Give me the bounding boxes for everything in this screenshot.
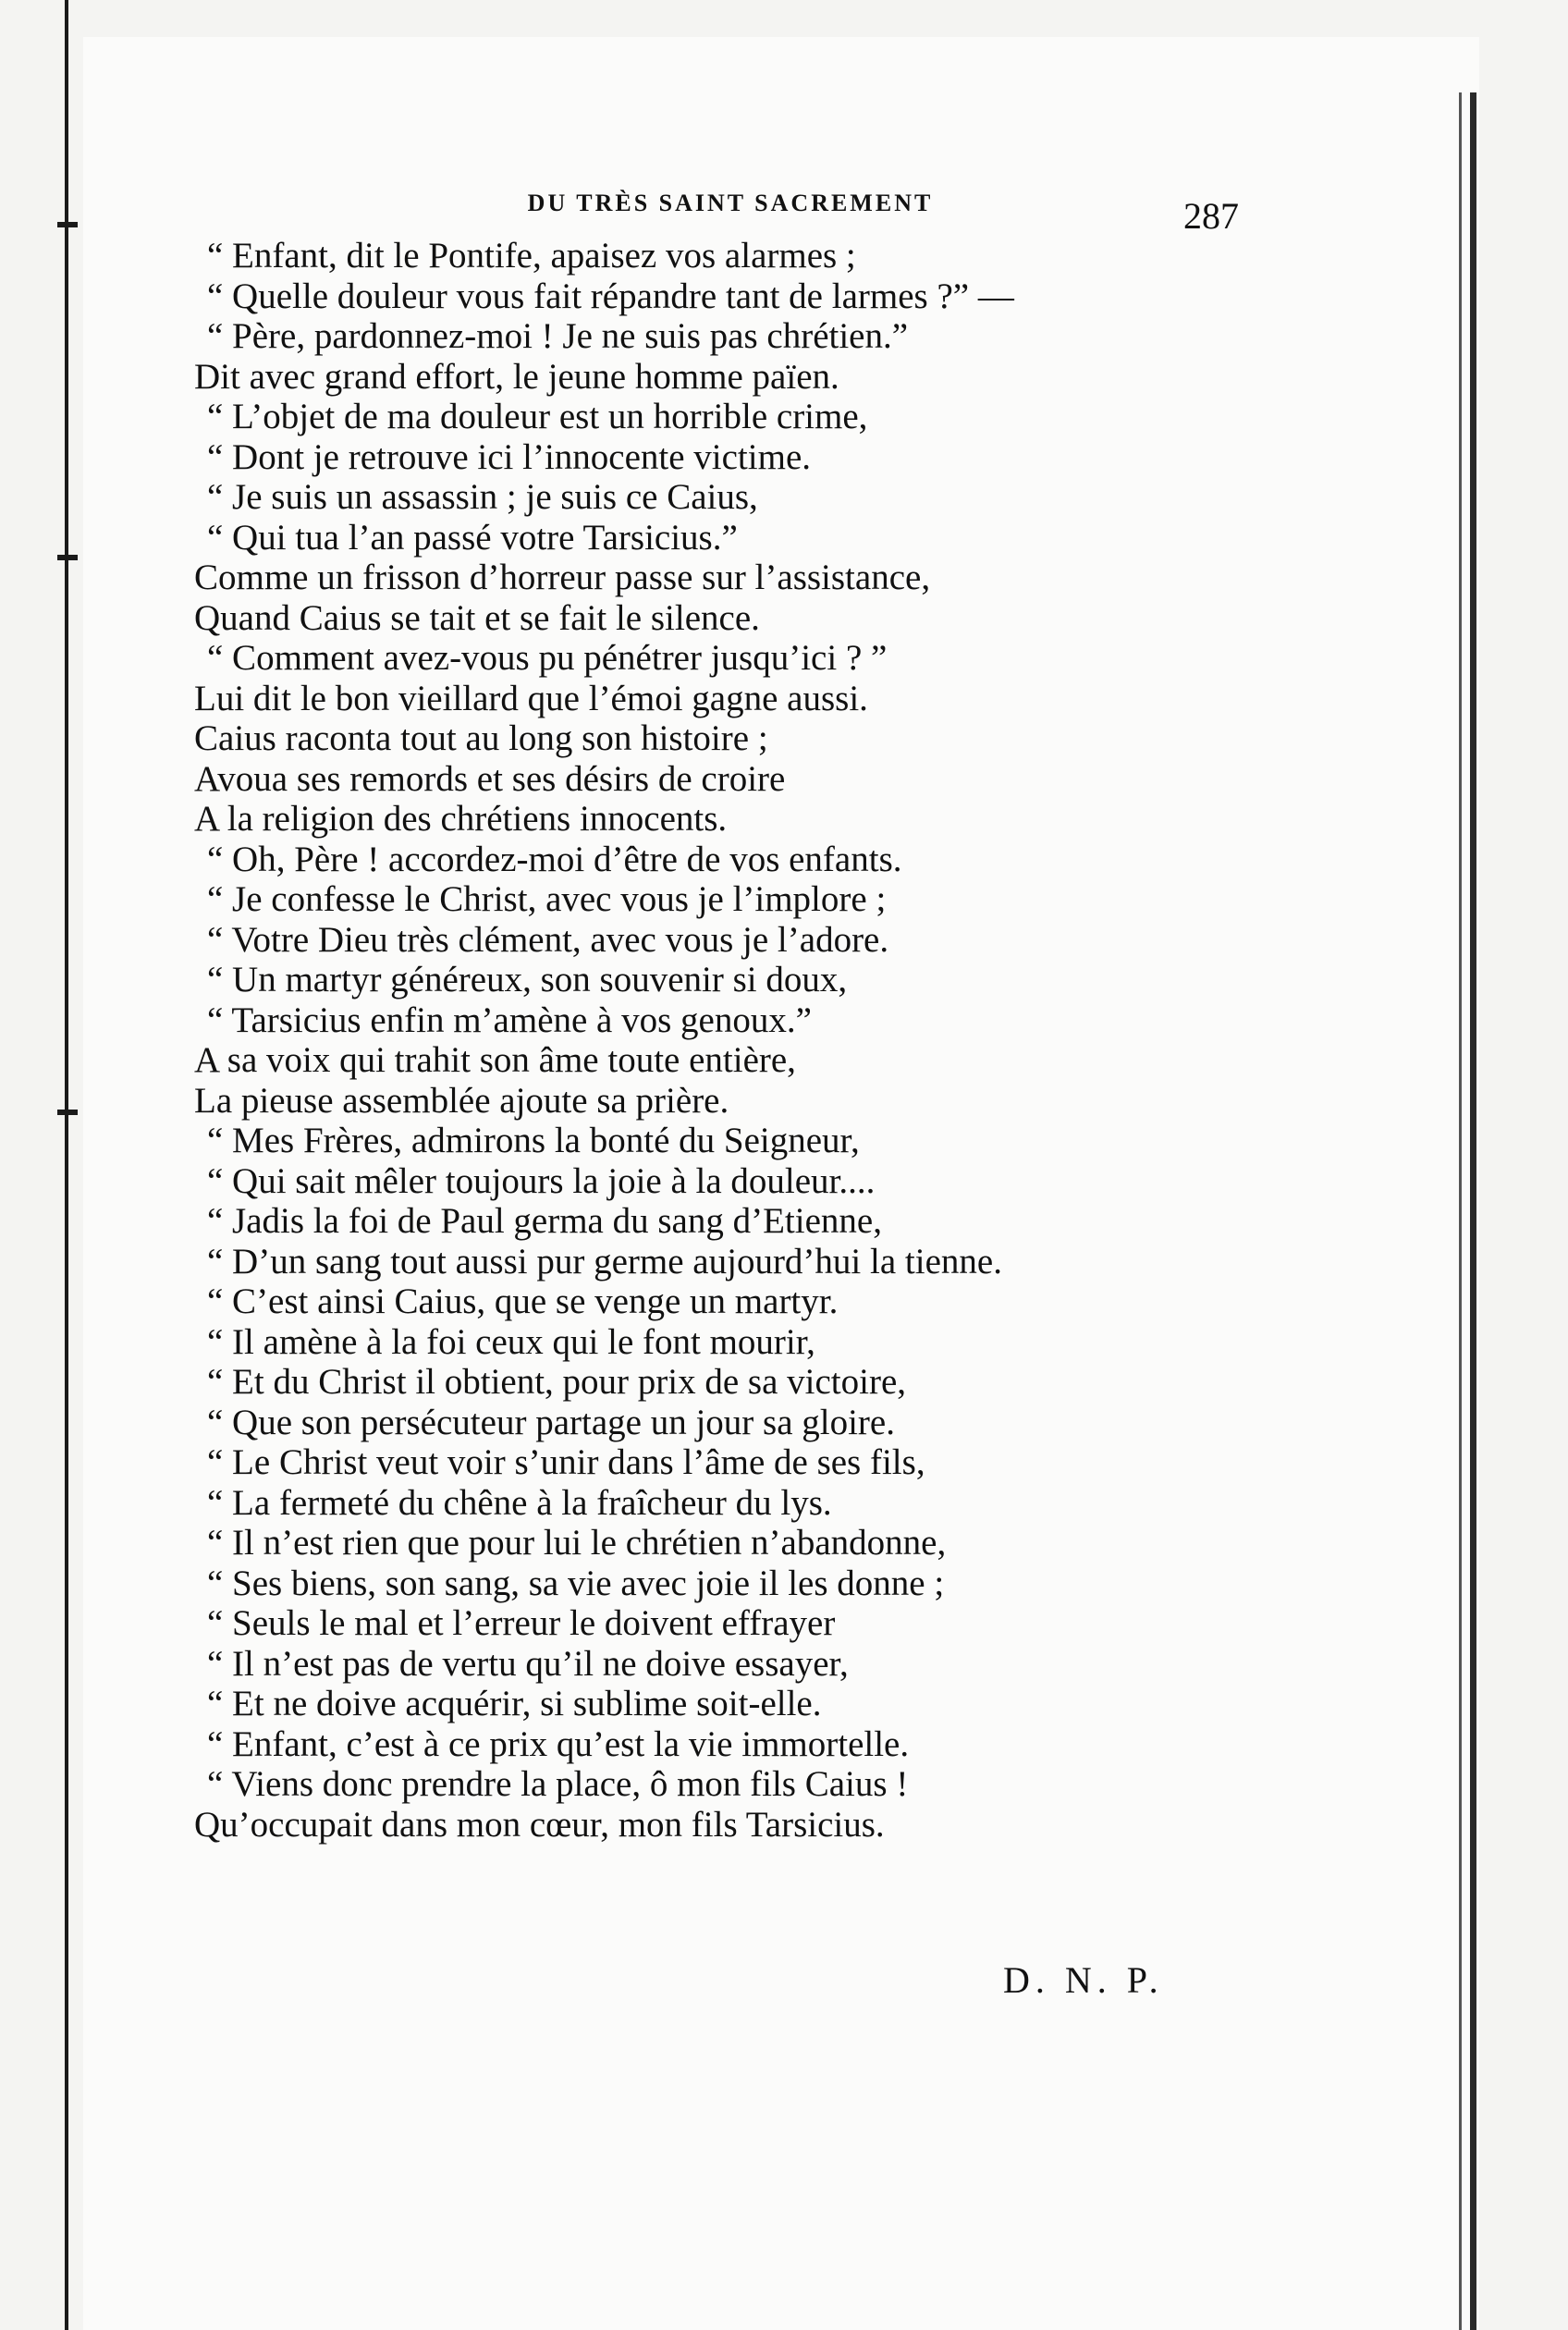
poem-line: “ L’objet de ma douleur est un horrible crime, xyxy=(207,397,868,436)
poem-line: Dit avec grand effort, le jeune homme païen. xyxy=(194,356,839,397)
page-number: 287 xyxy=(1183,195,1239,237)
poem-line: “ C’est ainsi Caius, que se venge un martyr. xyxy=(207,1282,839,1321)
poem-line: “ Je suis un assassin ; je suis ce Caius, xyxy=(207,477,758,517)
poem-line: Qu’occupait dans mon cœur, mon fils Tarsicius. xyxy=(194,1804,885,1845)
poem-line: Comme un frisson d’horreur passe sur l’assistance, xyxy=(194,558,931,597)
poem-line: La pieuse assemblée ajoute sa prière. xyxy=(194,1080,729,1121)
poem-line: A la religion des chrétiens innocents. xyxy=(194,799,728,839)
poem-line: “ Le Christ veut voir s’unir dans l’âme de ses fils, xyxy=(207,1442,925,1482)
binding-thread-mark xyxy=(57,222,78,227)
poem-line: “ Oh, Père ! accordez-moi d’être de vos enfants. xyxy=(207,839,902,879)
poem-line: “ Un martyr généreux, son souvenir si doux, xyxy=(207,960,848,999)
running-head: DU TRÈS SAINT SACREMENT xyxy=(527,190,934,216)
poem-line: Avoua ses remords et ses désirs de croire xyxy=(194,758,786,799)
poem-line: “ Enfant, c’est à ce prix qu’est la vie immortelle. xyxy=(207,1723,910,1764)
poem-line: “ Il n’est pas de vertu qu’il ne doive essayer, xyxy=(207,1643,849,1684)
poem-line: “ Il amène à la foi ceux qui le font mourir, xyxy=(207,1321,815,1362)
poem-line: “ Mes Frères, admirons la bonté du Seigneur, xyxy=(207,1121,860,1160)
poem-line: “ Votre Dieu très clément, avec vous je l’adore. xyxy=(207,919,889,960)
poem-line: “ Et du Christ il obtient, pour prix de sa victoire, xyxy=(207,1362,907,1402)
poem-line: “ Père, pardonnez-moi ! Je ne suis pas chrétien.” xyxy=(207,316,909,356)
poem-line: “ Qui sait mêler toujours la joie à la douleur.... xyxy=(207,1160,876,1201)
poem-line: “ Quelle douleur vous fait répandre tant de larmes ?” — xyxy=(207,276,1014,316)
poem-line: Lui dit le bon vieillard que l’émoi gagne aussi. xyxy=(194,678,868,718)
poem-line: “ Ses biens, son sang, sa vie avec joie il les donne ; xyxy=(207,1563,945,1603)
poem-line: “ Dont je retrouve ici l’innocente victime. xyxy=(207,436,812,477)
poem-line: “ Comment avez-vous pu pénétrer jusqu’ici ? ” xyxy=(207,638,888,678)
poem-line: “ Et ne doive acquérir, si sublime soit-elle. xyxy=(207,1684,822,1723)
poem-line: A sa voix qui trahit son âme toute entière, xyxy=(194,1040,796,1080)
poem-line: “ Viens donc prendre la place, ô mon fils Caius ! xyxy=(207,1764,909,1804)
binding-thread-mark xyxy=(57,1110,78,1115)
poem-line: “ Tarsicius enfin m’amène à vos genoux.” xyxy=(207,999,812,1040)
poem-line: “ Je confesse le Christ, avec vous je l’implore ; xyxy=(207,879,887,919)
page-fore-edge xyxy=(1459,92,1462,2330)
poem-line: “ D’un sang tout aussi pur germe aujourd’hui la tienne. xyxy=(207,1241,1002,1282)
binding-thread-mark xyxy=(57,555,78,560)
binding-gutter xyxy=(65,0,68,2330)
poem-text xyxy=(194,236,1014,1845)
poem-line: “ Il n’est rien que pour lui le chrétien n’abandonne, xyxy=(207,1523,947,1563)
poem-line: “ Seuls le mal et l’erreur le doivent effrayer xyxy=(207,1603,836,1643)
poem-line: Quand Caius se tait et se fait le silence. xyxy=(194,597,760,638)
poem-line: “ Que son persécuteur partage un jour sa gloire. xyxy=(207,1402,895,1442)
poem-line: Caius raconta tout au long son histoire ; xyxy=(194,718,768,758)
poem-line: “ Jadis la foi de Paul germa du sang d’Etienne, xyxy=(207,1201,882,1241)
author-signature: D. N. P. xyxy=(1003,1959,1164,2001)
page-fore-edge xyxy=(1470,92,1476,2330)
poem-line: “ Enfant, dit le Pontife, apaisez vos alarmes ; xyxy=(207,236,856,276)
poem-line: “ Qui tua l’an passé votre Tarsicius.” xyxy=(207,517,738,558)
poem-line: “ La fermeté du chêne à la fraîcheur du lys. xyxy=(207,1482,832,1523)
